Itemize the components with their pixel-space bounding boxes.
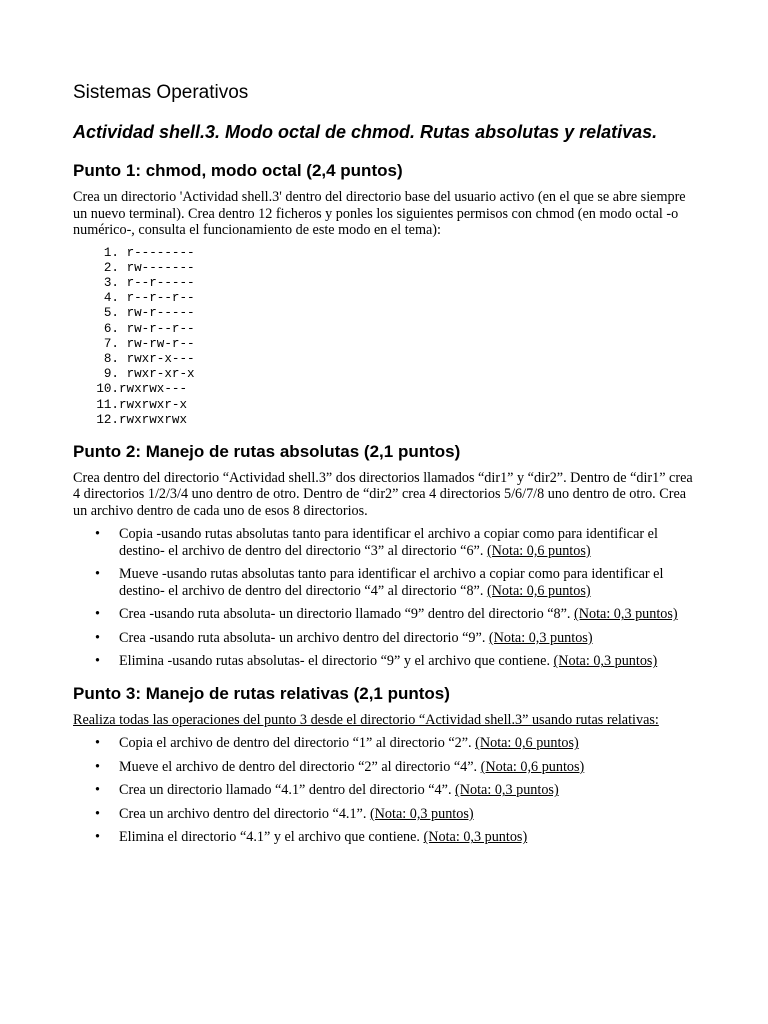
list-item [73,276,698,291]
permission-code: rwxr-xr-x [126,367,195,382]
task-grade: (Nota: 0,6 puntos) [475,735,579,752]
list-item [73,606,698,623]
task-grade: (Nota: 0,3 puntos) [369,805,474,822]
section-1-intro: Crea un directorio 'Actividad shell.3' dentro del directorio base del usuario activo (en el que se abre siempre un nuevo terminal). Crea dentro 12 ficheros y ponles los siguientes permisos con chmod (en modo octal -o numérico-, consulta el funcionamiento de este modo en el tema): [73,189,686,238]
section-3-heading: Punto 3: Manejo de rutas relativas (2,1 puntos) [73,683,450,703]
item-number: 1. [103,245,119,260]
item-number: 8. [103,351,119,366]
permission-code: r--r--r-- [126,291,195,306]
permissions-list [73,246,698,428]
list-item [73,806,698,823]
task-grade: (Nota: 0,3 puntos) [488,629,593,646]
permission-code: rw-rw-r-- [126,336,195,351]
list-item [73,653,698,670]
document-page [73,82,698,860]
task-text: Copia -usando rutas absolutas tanto para identificar el archivo a copiar como para identificar el destino- el archivo de dentro del directorio “3” al directorio “6”. [119,526,658,559]
task-text: Elimina -usando rutas absolutas- el directorio “9” y el archivo que contiene. [119,653,554,670]
list-item [73,306,698,321]
list-item [73,566,698,599]
permission-code: r--r----- [126,275,195,290]
task-grade: (Nota: 0,6 puntos) [480,758,585,775]
bullet-icon: • [95,735,100,752]
task-grade: (Nota: 0,6 puntos) [486,582,591,599]
list-item [73,735,698,752]
task-grade: (Nota: 0,3 puntos) [455,782,559,799]
item-number: 6. [103,321,119,336]
section-3 [73,684,698,846]
list-item [73,782,698,799]
bullet-icon: • [95,606,100,623]
permission-code: rwxr-x--- [126,351,195,366]
item-number: 11. [96,397,119,412]
section-3-intro: Realiza todas las operaciones del punto 3 desde el directorio “Actividad shell.3” usando rutas relativas: [73,711,659,728]
permission-code: rw-r----- [126,306,195,321]
bullet-icon: • [95,829,100,846]
list-item [73,352,698,367]
task-text: Crea un archivo dentro del directorio “4.1”. [119,805,370,822]
absolute-paths-task-list [73,526,698,670]
task-grade: (Nota: 0,6 puntos) [486,542,591,559]
bullet-icon: • [95,566,100,583]
section-2 [73,442,698,670]
item-number: 12. [96,412,119,427]
task-grade: (Nota: 0,3 puntos) [553,653,658,670]
bullet-icon: • [95,782,100,799]
document-title: Sistemas Operativos [73,82,249,103]
activity-subtitle: Actividad shell.3. Modo octal de chmod. Rutas absolutas y relativas. [73,122,658,142]
task-text: Crea -usando ruta absoluta- un directorio llamado “9” dentro del directorio “8”. [119,606,575,623]
item-number: 10. [96,382,119,397]
list-item [73,829,698,846]
item-number: 5. [103,306,119,321]
section-2-intro: Crea dentro del directorio “Actividad shell.3” dos directorios llamados “dir1” y “dir2”. Dentro de “dir1” crea 4 directorios 1/2/3/4 uno dentro de otro. Dentro de “dir2” crea 4 directorios 5/6/7/8 uno dentro de otro. Crea un archivo dentro de cada uno de esos 8 directorios. [73,469,693,519]
bullet-icon: • [95,758,100,775]
list-item [73,337,698,352]
list-item [73,398,698,413]
list-item [73,630,698,647]
list-item [73,322,698,337]
list-item [73,246,698,261]
permission-code: rw-r--r-- [126,321,195,336]
list-item [73,367,698,382]
task-text: Elimina el directorio “4.1” y el archivo que contiene. [119,829,424,846]
item-number: 7. [103,336,119,351]
list-item [73,291,698,306]
task-text: Crea -usando ruta absoluta- un archivo dentro del directorio “9”. [119,629,489,646]
permission-code: rwxrwxr-x [119,397,188,412]
task-text: Mueve el archivo de dentro del directorio “2” al directorio “4”. [119,758,481,775]
bullet-icon: • [95,805,100,822]
item-number: 3. [103,275,119,290]
task-text: Crea un directorio llamado “4.1” dentro del directorio “4”. [119,782,456,799]
permission-code: rwxrwxrwx [119,412,188,427]
permission-code: rwxrwx--- [119,382,188,397]
list-item [73,382,698,397]
item-number: 2. [103,260,119,275]
list-item [73,413,698,428]
bullet-icon: • [95,629,100,646]
bullet-icon: • [95,526,100,543]
section-1-heading: Punto 1: chmod, modo octal (2,4 puntos) [73,161,403,180]
list-item [73,759,698,776]
relative-paths-task-list [73,735,698,846]
task-grade: (Nota: 0,3 puntos) [574,606,678,623]
item-number: 4. [103,291,119,306]
item-number: 9. [103,367,119,382]
permission-code: r-------- [126,245,195,260]
bullet-icon: • [95,653,100,670]
list-item [73,526,698,559]
task-grade: (Nota: 0,3 puntos) [423,829,528,846]
permission-code: rw------- [126,260,195,275]
task-text: Mueve -usando rutas absolutas tanto para identificar el archivo a copiar como para identificar el destino- el archivo de dentro del directorio “4” al directorio “8”. [119,566,664,599]
section-1 [73,161,698,428]
task-text: Copia el archivo de dentro del directorio “1” al directorio “2”. [119,735,476,752]
list-item [73,261,698,276]
section-2-heading: Punto 2: Manejo de rutas absolutas (2,1 puntos) [73,441,461,461]
